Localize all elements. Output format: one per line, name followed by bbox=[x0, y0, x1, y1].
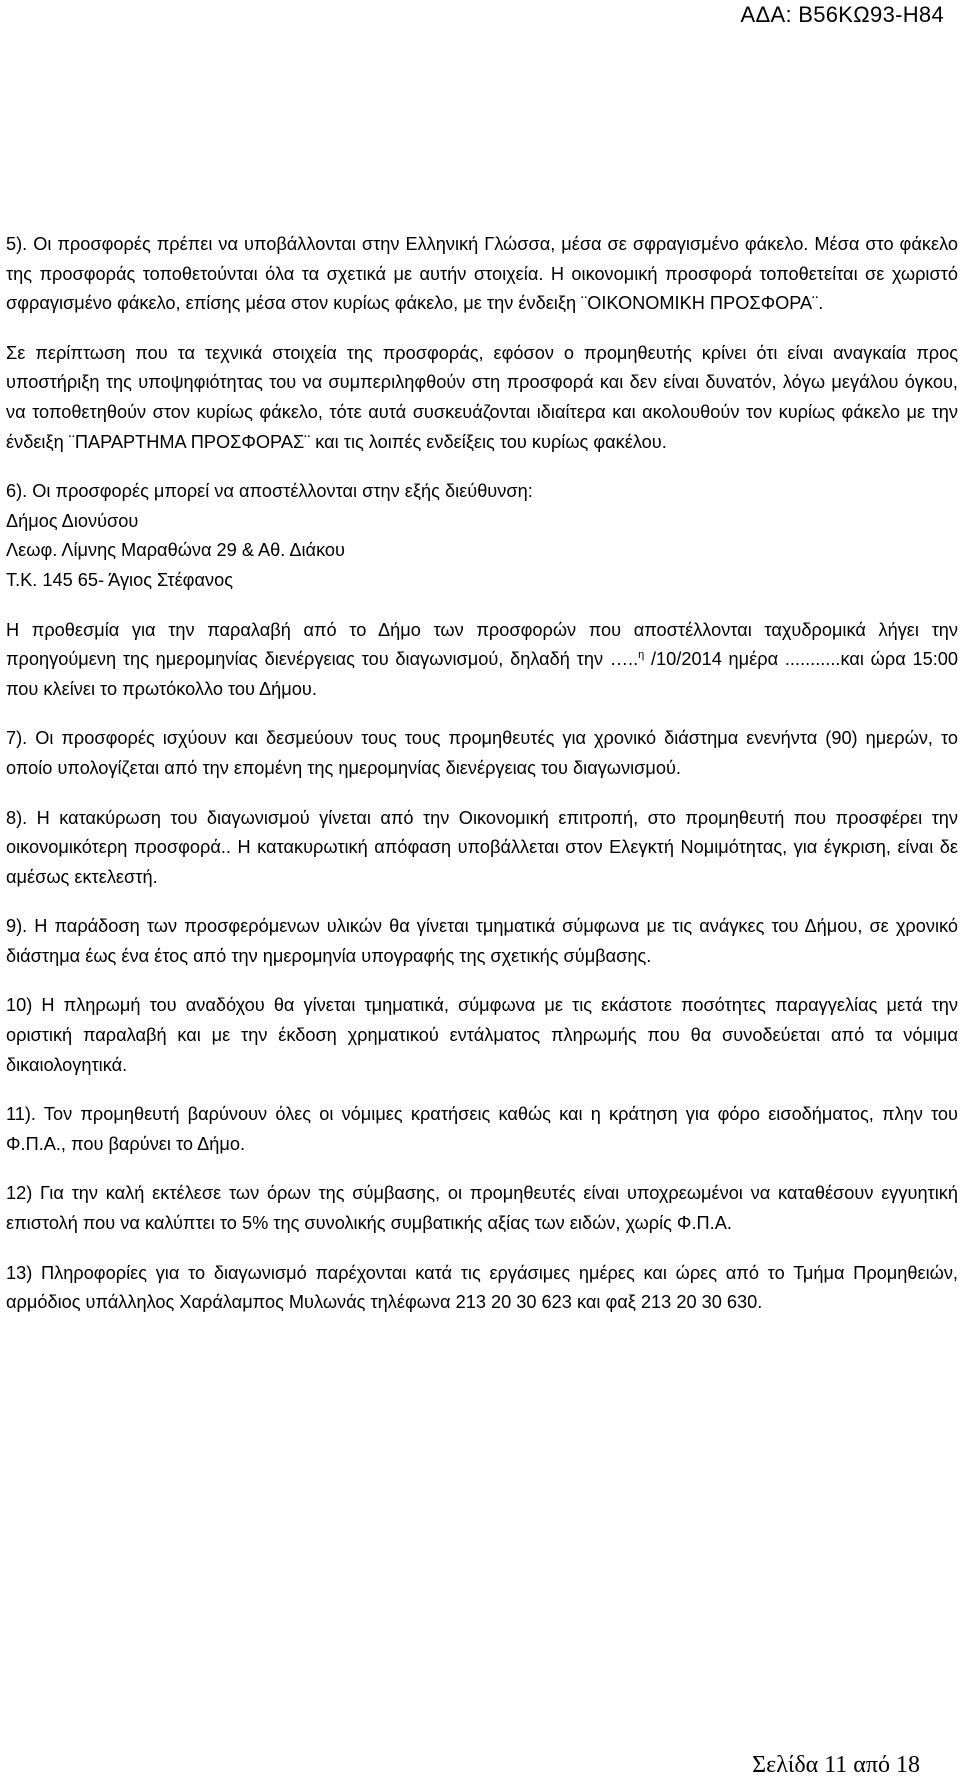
address-line-3: Τ.Κ. 145 65- Άγιος Στέφανος bbox=[6, 569, 233, 590]
document-body bbox=[6, 230, 958, 1318]
paragraph-13: 13) Πληροφορίες για το διαγωνισμό παρέχονται κατά τις εργάσιμες ημέρες και ώρες από το Τμήμα Προμηθειών, αρμόδιος υπάλληλος Χαράλαμπος Μυλωνάς τηλέφωνα 213 20 30 623 και φαξ 213 20 30 630. bbox=[6, 1262, 958, 1313]
address-line-2: Λεωφ. Λίμνης Μαραθώνα 29 & Αθ. Διάκου bbox=[6, 540, 345, 561]
address-line-1: Δήμος Διονύσου bbox=[6, 510, 139, 531]
page-number: Σελίδα 11 από 18 bbox=[752, 1752, 920, 1778]
paragraph-6-intro: 6). Οι προσφορές μπορεί να αποστέλλονται στην εξής διεύθυνση: bbox=[6, 481, 533, 502]
paragraph-9: 9). Η παράδοση των προσφερόμενων υλικών θα γίνεται τμηματικά σύμφωνα με τις ανάγκες του Δήμου, σε χρονικό διάστημα έως ένα έτος από την ημερομηνία υπογραφής της σχετικής σύμβασης. bbox=[6, 916, 958, 966]
deadline-paragraph bbox=[6, 616, 958, 705]
paragraph-5: 5). Οι προσφορές πρέπει να υποβάλλονται στην Ελληνική Γλώσσα, μέσα σε σφραγισμένο φάκελο. Μέσα στο φάκελο της προσφοράς τοποθετούνται όλα τα σχετικά με αυτήν στοιχεία. Η οικονομική προσφορά τοποθετείται σε χωριστό σφραγισμένο φάκελο, επίσης μέσα στον κυρίως φάκελο, με την ένδειξη ¨ΟΙΚΟΝΟΜΙΚΗ ΠΡΟΣΦΟΡΑ¨. bbox=[6, 234, 958, 314]
deadline-text-a: Η προθεσμία για την παραλαβή από το Δήμο των προσφορών που αποστέλλονται ταχυδρομικά λήγει την προηγούμενη της ημερομηνίας διενέργειας του διαγωνισμού, δηλαδή την ….. bbox=[6, 619, 958, 670]
ada-header: ΑΔΑ: Β56ΚΩ93-Η84 bbox=[740, 2, 944, 27]
paragraph-8: 8). Η κατακύρωση του διαγωνισμού γίνεται από την Οικονομική επιτροπή, στο προμηθευτή που προσφέρει την οικονομικότερη προσφορά.. Η κατακυρωτική απόφαση υποβάλλεται στον Ελεγκτή Νομιμότητας, για έγκριση, είναι δε αμέσως εκτελεστή. bbox=[6, 807, 958, 887]
paragraph-11: 11). Τον προμηθευτή βαρύνουν όλες οι νόμιμες κρατήσεις καθώς και η κράτηση για φόρο εισοδήματος, πλην του Φ.Π.Α., που βαρύνει το Δήμο. bbox=[6, 1104, 958, 1154]
paragraph-12: 12) Για την καλή εκτέλεσε των όρων της σύμβασης, οι προμηθευτές είναι υποχρεωμένοι να καταθέσουν εγγυητική επιστολή που να καλύπτει το 5% της συνολικής συμβατικής αξίας των ειδών, χωρίς Φ.Π.Α. bbox=[6, 1183, 958, 1234]
deadline-text-b: /10/2014 ημέρα ...........και ώρα 15:00 που κλείνει το πρωτόκολλο του Δήμου. bbox=[6, 649, 958, 699]
paragraph-10: 10) Η πληρωμή του αναδόχου θα γίνεται τμηματικά, σύμφωνα με τις εκάστοτε ποσότητες παραγγελίας μετά την οριστική παραλαβή και με την έκδοση χρηματικού εντάλματος πληρωμής που θα συνοδεύεται από τα νόμιμα δικαιολογητικά. bbox=[6, 995, 958, 1075]
paragraph-5-technical: Σε περίπτωση που τα τεχνικά στοιχεία της προσφοράς, εφόσον ο προμηθευτής κρίνει ότι είναι αναγκαία προς υποστήριξη της υποψηφιότητας του να συμπεριληφθούν στη προσφορά και δεν είναι δυνατόν, λόγω μεγάλου όγκου, να τοποθετηθούν στον κυρίως φάκελο, τότε αυτά συσκευάζονται ιδιαίτερα και ακολουθούν τον κυρίως φάκελο με την ένδειξη ¨ΠΑΡΑΡΤΗΜΑ ΠΡΟΣΦΟΡΑΣ¨ και τις λοιπές ενδείξεις του κυρίως φακέλου. bbox=[6, 342, 958, 452]
deadline-superscript: η bbox=[638, 649, 645, 662]
paragraph-6 bbox=[6, 477, 958, 595]
paragraph-7: 7). Οι προσφορές ισχύουν και δεσμεύουν τους τους προμηθευτές για χρονικό διάστημα ενενήντα (90) ημερών, το οποίο υπολογίζεται από την επομένη της ημερομηνίας διενέργειας του διαγωνισμού. bbox=[6, 728, 958, 778]
